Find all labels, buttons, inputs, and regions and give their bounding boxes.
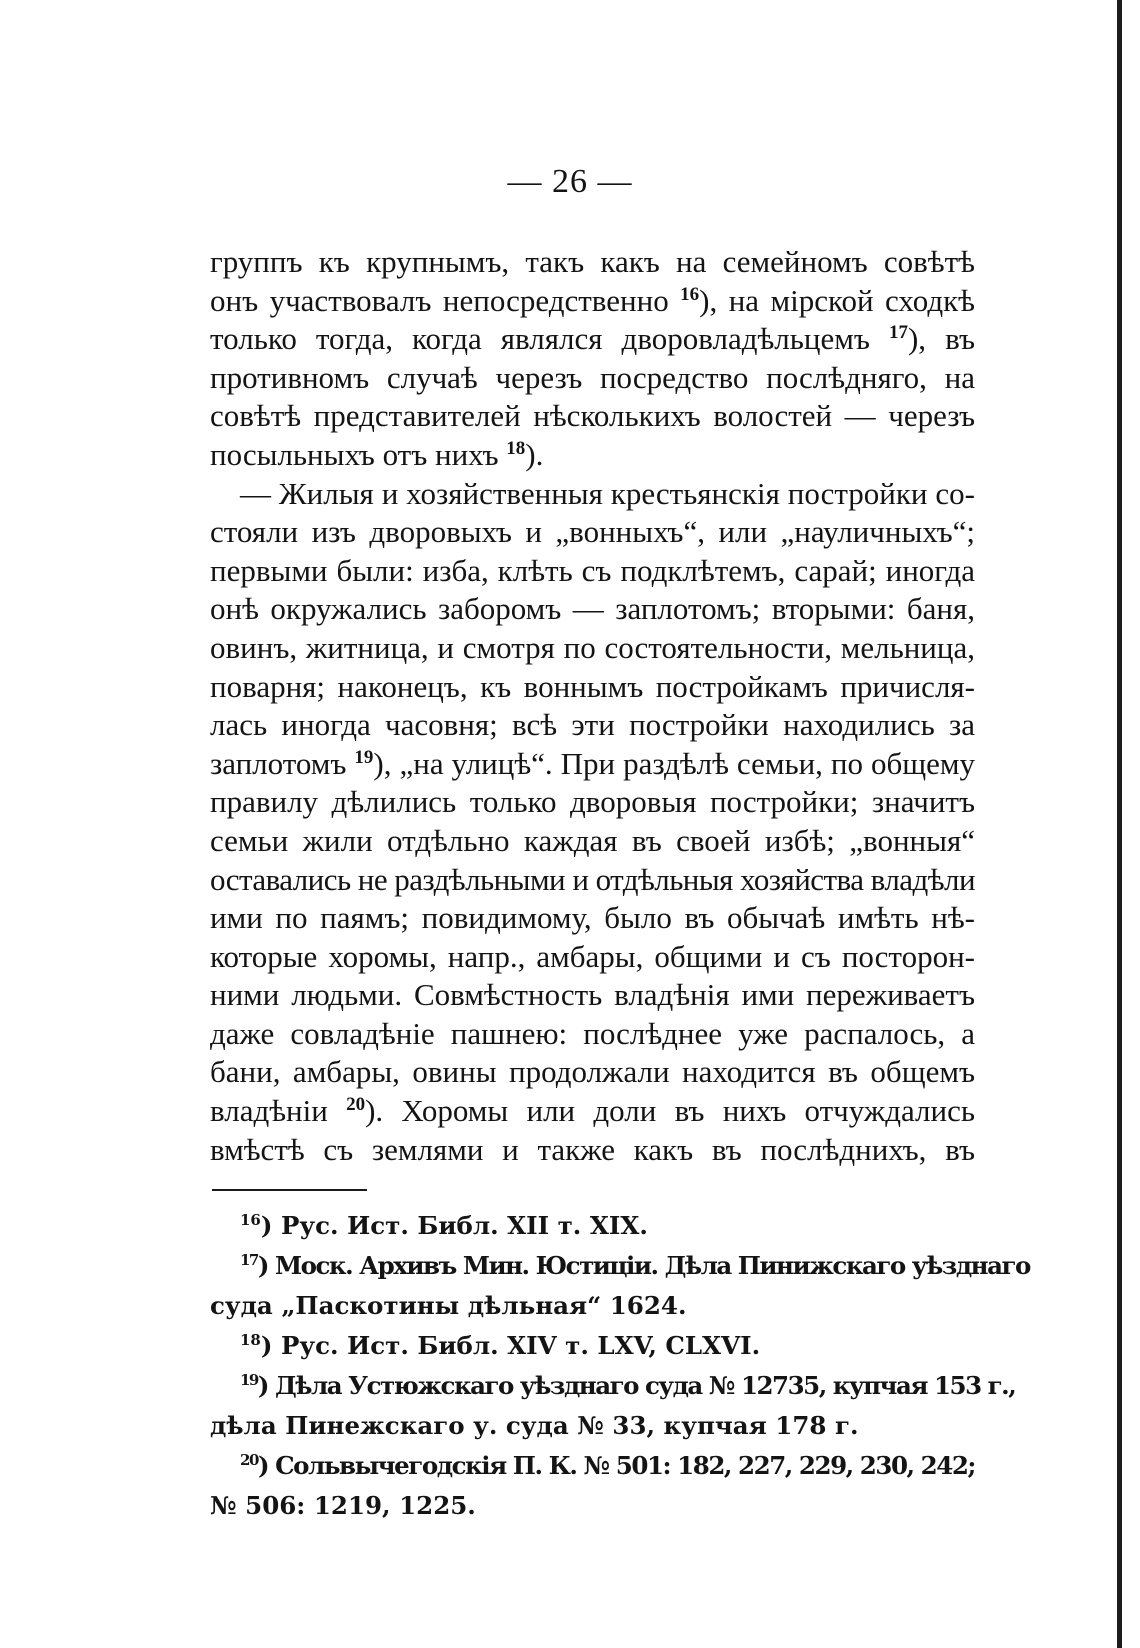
text-line: совѣтѣ представителей нѣсколькихъ волостей — черезъ <box>210 398 975 434</box>
text-line: противномъ случаѣ черезъ посредство послѣдняго, на <box>210 359 975 395</box>
footnote-divider <box>212 1189 367 1191</box>
footnote-19: $^{19}$) Дѣла Устюжскаго уѣзднаго суда № 12735, купчая 153 г., <box>240 1371 1016 1400</box>
footnote-20-cont: № 506: 1219, 1225. <box>210 1491 476 1520</box>
text-line: семьи жили отдѣльно каждая въ своей избѣ; „вонныя“ <box>210 822 975 858</box>
text-line: стояли изъ дворовыхъ и „вонныхъ“, или „науличныхъ“; <box>210 514 975 550</box>
text-line: онѣ окружались заборомъ — заплотомъ; вторыми: баня, <box>210 591 975 627</box>
text-line: овинъ, житница, и смотря по состоятельности, мельница, <box>210 629 975 665</box>
text-line: ними людьми. Совмѣстность владѣнія ими переживаетъ <box>210 977 975 1013</box>
footnote-16: $^{16}$) Рус. Ист. Библ. XII т. XIX. <box>240 1211 648 1240</box>
text-line: оставались не раздѣльными и отдѣльныя хозяйства владѣли <box>210 861 975 897</box>
footnote-17-cont: суда „Паскотины дѣльная“ 1624. <box>210 1291 687 1320</box>
footnote-19-cont: дѣла Пинежскаго у. суда № 33, купчая 178 г. <box>210 1411 859 1440</box>
text-line: которые хоромы, напр., амбары, общими и съ посторон- <box>210 938 975 974</box>
text-line: владѣніи $^{20}$). Хоромы или доли въ нихъ отчуждались <box>210 1093 975 1129</box>
footnote-17: $^{17}$) Моск. Архивъ Мин. Юстиціи. Дѣла Пинижскаго уѣзднаго <box>240 1251 1030 1280</box>
text-line: вмѣстѣ съ землями и также какъ въ послѣднихъ, въ <box>210 1131 975 1167</box>
text-line: правилу дѣлились только дворовыя постройки; значитъ <box>210 784 975 820</box>
text-line: только тогда, когда являлся дворовладѣльцемъ $^{17}$), въ <box>210 321 976 357</box>
footnote-20: $^{20}$) Сольвычегодскія П. К. № 501: 182, 227, 229, 230, 242; <box>240 1451 976 1480</box>
text-line: первыми были: изба, клѣть съ подклѣтемъ, сарай; иногда <box>210 552 975 588</box>
footnotes <box>210 1206 1030 1526</box>
text-line: онъ участвовалъ непосредственно $^{16}$), на мірской сходкѣ <box>210 282 975 318</box>
footnote-ref: 18 <box>506 437 526 459</box>
main-text <box>210 243 975 1169</box>
paragraph-first-line: — Жилыя и хозяйственныя крестьянскія постройки со- <box>240 475 975 511</box>
text-line: заплотомъ $^{19}$), „на улицѣ“. При раздѣлѣ семьи, по общему <box>210 745 975 781</box>
page-number: — 26 — <box>507 163 633 200</box>
text-line: бани, амбары, овины продолжали находится въ общемъ <box>210 1054 975 1090</box>
footnote-ref: 16 <box>680 283 700 305</box>
footnote-ref: 19 <box>354 746 374 768</box>
text-line: поварня; наконецъ, къ воннымъ постройкамъ причисля- <box>210 668 975 704</box>
text-line: лась иногда часовня; всѣ эти постройки находились за <box>210 707 975 743</box>
text-line: группъ къ крупнымъ, такъ какъ на семейномъ совѣтѣ <box>210 244 975 279</box>
footnote-ref: 17 <box>888 322 908 344</box>
text-line: посыльныхъ отъ нихъ $^{18}$). <box>210 436 544 472</box>
page-edge-shadow <box>1117 0 1122 1648</box>
text-line: даже совладѣніе пашнею: послѣднее уже распалось, а <box>210 1015 975 1051</box>
footnote-18: $^{18}$) Рус. Ист. Библ. XIV т. LXV, CLXVI. <box>240 1331 761 1360</box>
footnote-ref: 20 <box>346 1094 366 1116</box>
text-line: ими по паямъ; повидимому, было въ обычаѣ имѣть нѣ- <box>210 900 975 936</box>
